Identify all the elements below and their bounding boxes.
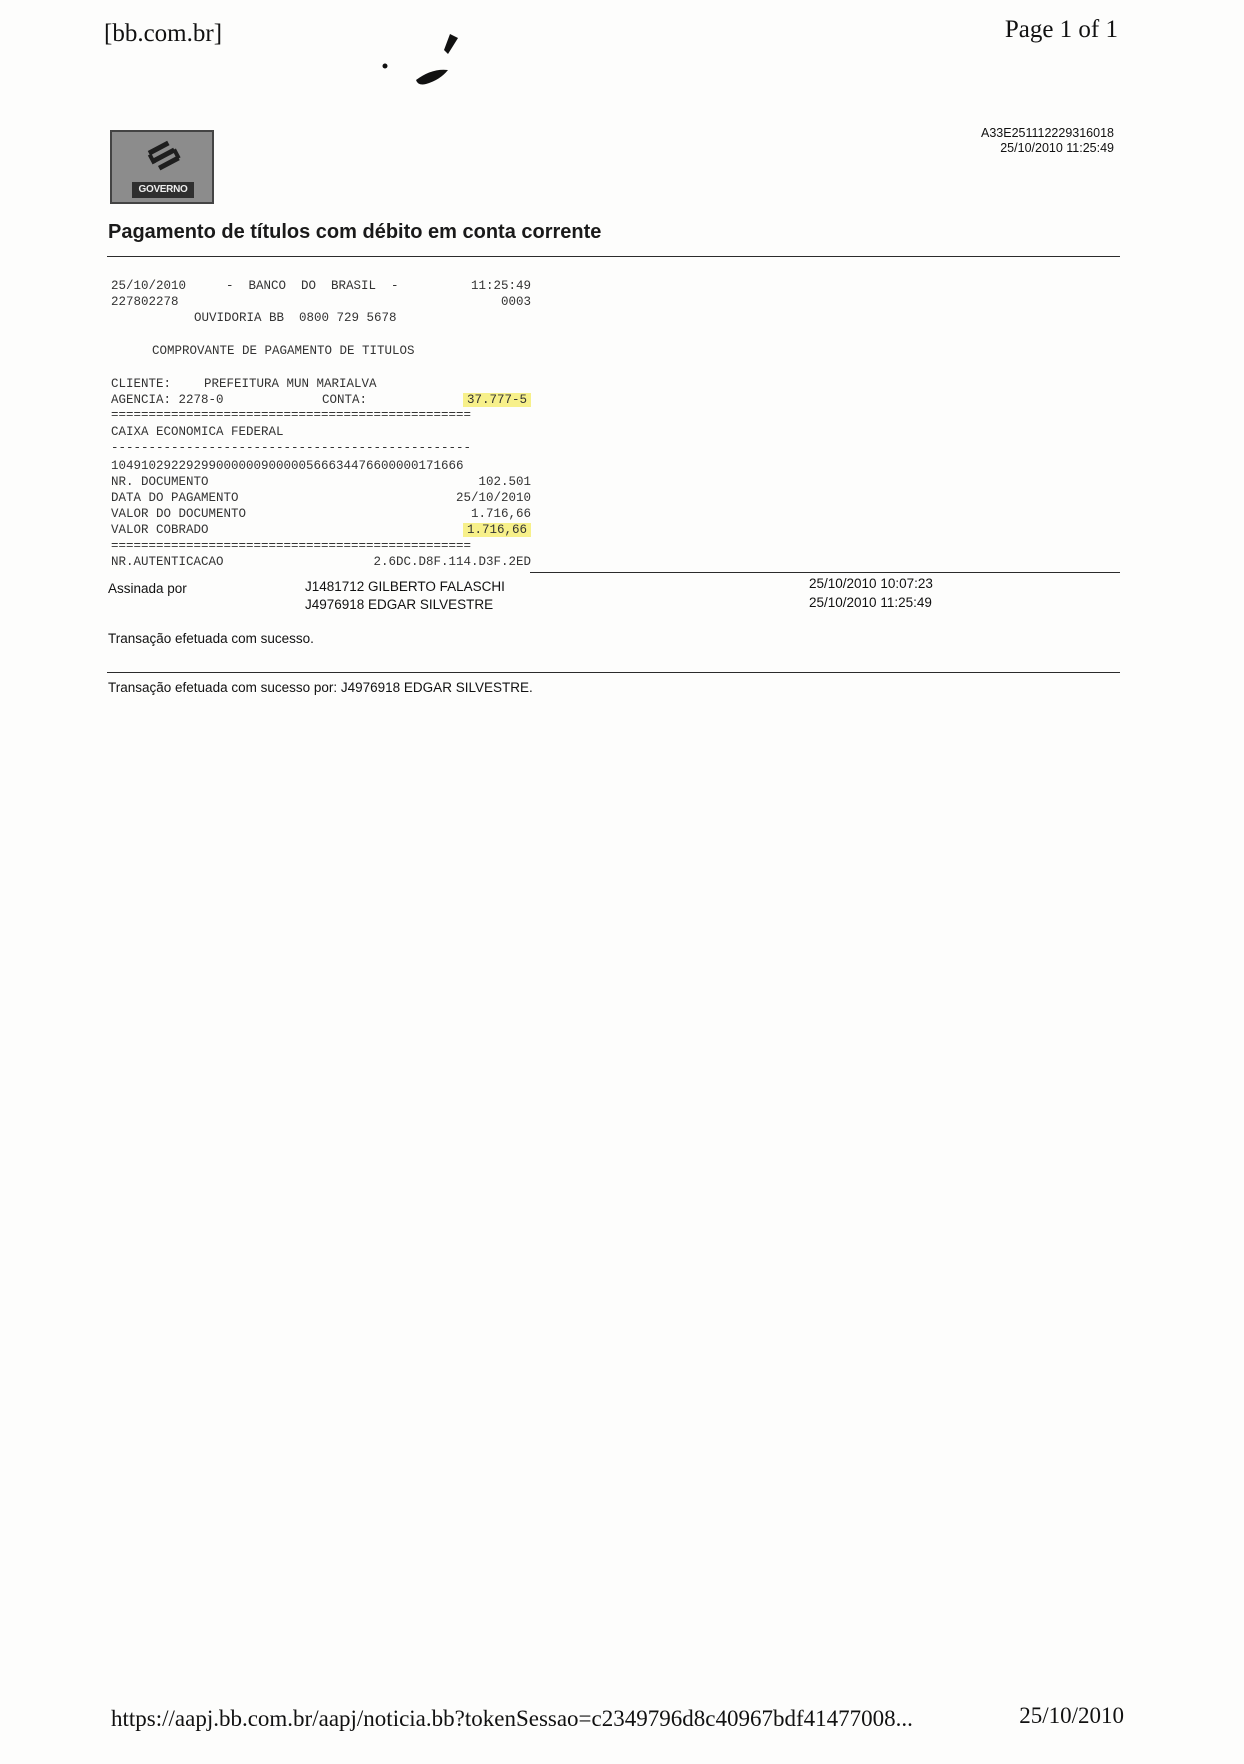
bank-logo [110,130,214,204]
row-value: 25/10/2010 [455,491,531,505]
auth-value: 2.6DC.D8F.114.D3F.2ED [373,555,531,569]
receipt-heading: COMPROVANTE DE PAGAMENTO DE TITULOS [152,344,415,358]
status-message: Transação efetuada com sucesso. [108,631,314,646]
separator-double: ================================================ [111,408,472,422]
footer-url: https://aapj.bb.com.br/aapj/noticia.bb?tokenSessao=c2349796d8c40967bdf41477008... [111,1706,913,1731]
document-code: A33E251112229316018 [980,126,1114,140]
separator-single: ------------------------------------------------ [111,441,472,455]
separator-double: ================================================ [111,539,472,553]
document-timestamp: 25/10/2010 11:25:49 [1000,141,1114,155]
signature-divider [530,572,1120,573]
valor-cobrado-highlight: 1.716,66 [463,523,531,537]
final-divider [107,672,1120,673]
receipt-date: 25/10/2010 [111,279,187,293]
conta-label: CONTA: [322,393,368,407]
signed-by-label: Assinada por [108,581,187,596]
page-number: Page 1 of 1 [1004,16,1118,43]
barcode-line: 10491029229299000000900000566634476600000171666 [111,459,464,473]
receipt-bank: - BANCO DO BRASIL - [226,279,399,293]
signer-name: J4976918 EDGAR SILVESTRE [305,597,494,612]
auth-label: NR.AUTENTICACAO [111,555,224,569]
page-title: Pagamento de títulos com débito em conta corrente [108,221,602,243]
beneficiary: CAIXA ECONOMICA FEDERAL [111,425,284,439]
signer-time: 25/10/2010 10:07:23 [809,576,933,591]
bb-logo-icon [146,138,182,174]
receipt-time: 11:25:49 [470,279,531,293]
footer-date: 25/10/2010 [1019,1703,1124,1728]
row-label: VALOR COBRADO [111,523,209,537]
receipt-terminal: 0003 [500,295,531,309]
signer-time: 25/10/2010 11:25:49 [809,595,932,610]
site-header: [bb.com.br] [104,20,223,47]
row-label: NR. DOCUMENTO [111,475,209,489]
cliente-label: CLIENTE: [111,377,172,391]
receipt-ref: 227802278 [111,295,179,309]
conta-value [463,392,531,408]
row-label: DATA DO PAGAMENTO [111,491,239,505]
agencia: AGENCIA: 2278-0 [111,393,224,407]
conta-highlight: 37.777-5 [463,393,531,407]
row-value: 1.716,66 [470,507,531,521]
logo-text: GOVERNO [132,182,194,198]
ink-smudge [380,28,480,98]
row-label: VALOR DO DOCUMENTO [111,507,247,521]
receipt-ouvidoria: OUVIDORIA BB 0800 729 5678 [194,311,397,325]
title-divider [107,256,1120,257]
document-id [981,126,1114,156]
row-value: 102.501 [478,475,531,489]
final-message: Transação efetuada com sucesso por: J4976918 EDGAR SILVESTRE. [108,680,533,695]
row-value [463,522,531,538]
signer-name: J1481712 GILBERTO FALASCHI [305,579,505,594]
cliente-value: PREFEITURA MUN MARIALVA [204,377,377,391]
